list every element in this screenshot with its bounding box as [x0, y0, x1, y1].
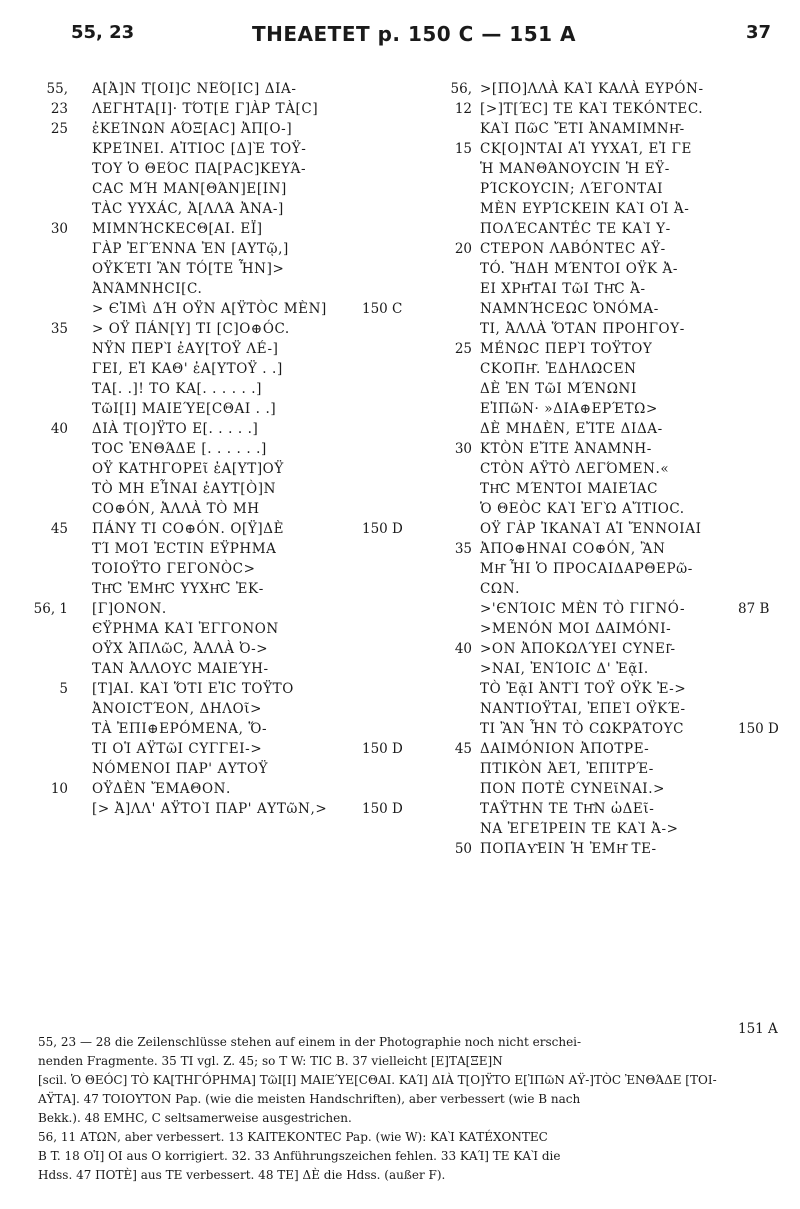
critical-apparatus	[38, 1033, 768, 1185]
left-text-line: ΔΙÀ Τ[Ο]ΫΤΟ Ε[. . . . .]	[92, 421, 259, 437]
right-text-line: ΜÉΝΩC ΠΕΡῚ ΤΟΫΤΟΥ	[480, 341, 653, 357]
right-text-line: ἈΠΟ⊕ΗΝΑΙ CΟ⊕ÓΝ, ἊΝ	[480, 541, 666, 557]
right-text-line: ΚΑῚ ΠῶC ἜΤΙ ἈΝΑΜΙΜΝΗ͂-	[480, 121, 685, 137]
header-fragment-ref: 55, 23	[71, 22, 135, 43]
left-text-line: ΤΊ ΜΟΊ ἘCΤΙΝ ΕΫΡΗΜΑ	[92, 541, 277, 557]
right-text-line: ΚΤÒΝ ΕἼΤΕ ἈΝΑΜΝΗ-	[480, 441, 652, 457]
left-text-line: ΟΫΧ ἉΠΛῶC, ἈΛΛÀ Ὀ->	[92, 641, 269, 657]
right-text-line: ΜΗ͂ ἮΙ Ὁ ΠΡΟCΑΙΔΑΡΘΕΡῶ-	[480, 561, 693, 577]
apparatus-line: [scil. Ὁ ΘΕÓC] ΤÒ ΚΑ[ΤΗΓÓΡΗΜΑ] ΤῶΙ[Ι] ΜΑΙΕΎΕ[CΘΑΙ. ΚΑΊ] ΔΙÀ Τ[Ο]ΫΤΟ Ε[ἸΠῶΝ ΑΫ-]ΤÒC ἘΝΘΆΔΕ [ΤΟΙ-	[38, 1073, 717, 1087]
right-text-line: ΕΙ ΧΡΗ͂ΤΑΙ ΤῶΙ ΤΗ͂C Ἀ-	[480, 281, 646, 297]
left-text-line: ЄΫΡΗΜΑ ΚΑῚ ἘΓΓΟΝΟΝ	[92, 621, 279, 637]
left-text-line: ΤΗ͂C ἘΜΗ͂C ΥΥΧΗ͂C ἘΚ-	[92, 581, 264, 597]
right-text-line: >'ЄΝΊΟΙC ΜÈΝ ΤÒ ΓΙΓΝÓ-	[480, 601, 686, 617]
left-text-line: ΓΕΙ, ΕἸ ΚΑΘ' ἐΑ[ΥΤΟΫ . .]	[92, 361, 283, 377]
left-text-line: CΑC ΜΉ ΜΑΝ[ΘΆΝ]Ε[ΙΝ]	[92, 181, 287, 197]
left-text-line: ΓÀΡ ἘΓΈΝΝΑ ἘΝ [ΑΥΤῷ,]	[92, 241, 289, 257]
left-line-number: 40	[50, 421, 68, 437]
right-text-line: ΔÈ ΜΗΔÈΝ, ΕἼΤΕ ΔΙΔΑ-	[480, 421, 663, 437]
right-line-number: 35	[454, 541, 472, 557]
left-text-line: ΝΫΝ ΠΕΡῚ ἐΑΥ[ΤΟΫ ΛÉ-]	[92, 341, 279, 357]
left-line-number: 25	[50, 121, 68, 137]
left-text-line: [Τ]ΑΙ. ΚΑῚ ὍΤΙ ΕἸC ΤΟΫΤΟ	[92, 681, 294, 697]
right-text-line: ΠΤΙΚÒΝ ἈΕΊ, ἘΠΙΤΡΈ-	[480, 761, 654, 777]
left-text-line: ΟΫΚΈΤΙ ἊΝ ΤÓ[ΤΕ ἮΝ]>	[92, 261, 285, 277]
left-text-line: ΟΫΔÈΝ ἜΜΑΘΟΝ.	[92, 781, 231, 797]
left-text-line: ΤÒ ΜΗ ΕἾΝΑΙ ἐΑΥΤ[Ò]Ν	[92, 481, 277, 497]
left-line-number: 35	[50, 321, 68, 337]
left-text-line: ΤΑΝ ἈΛΛΟΥC ΜΑΙΕΎΗ-	[92, 661, 269, 677]
right-line-number: 30	[454, 441, 472, 457]
right-text-line: >ΝΑΙ, ἘΝΊΟΙC Δ' ἘᾷΙ.	[480, 661, 649, 677]
right-text-line: ΜÈΝ ΕΥΡΊCΚΕΙΝ ΚΑῚ ΟἹ Ἀ-	[480, 201, 690, 217]
left-text-line: > ΟΫ ΠÁΝ[Υ] ΤΙ [C]Ο⊕ÓC.	[92, 321, 290, 337]
left-text-line: ΤÀC ΥΥΧÁC, Ἀ[ΛΛΆ ἈΝΑ-]	[92, 201, 284, 217]
apparatus-line: B T. 18 ΟἹ] ΟΙ aus Ο korrigiert. 32. 33 Anführungszeichen fehlen. 33 ΚΑΊ] ΤΕ ΚΑῚ die	[38, 1149, 561, 1163]
right-text-line: CΚ[Ο]ΝΤΑΙ ΑἹ ΥΥΧΑΊ, ΕἸ ΓΕ	[480, 141, 692, 157]
right-text-line: >[ΠΟ]ΛΛÀ ΚΑῚ ΚΑΛÀ ΕΥΡÓΝ-	[480, 81, 704, 97]
page-title: THEAETET p. 150 C — 151 A	[252, 22, 576, 46]
right-text-line: ΤÓ. ἬΔΗ ΜΈΝΤΟΙ ΟΫΚ Ἀ-	[480, 261, 679, 277]
left-text-line: ΟΫ ΚΑΤΗΓΟΡΕῖ ἐΑ[ΥΤ]ΟΫ	[92, 461, 284, 477]
right-text-line: >ΜΕΝÓΝ ΜΟΙ ΔΑΙΜÓΝΙ-	[480, 621, 672, 637]
left-text-line: ΤῶΙ[Ι] ΜΑΙΕΎΕ[CΘΑΙ . .]	[92, 401, 277, 417]
stephanus-reference: 150 D	[362, 801, 403, 817]
right-text-line: ΝΑ ἘΓΕΊΡΕΙΝ ΤΕ ΚΑῚ Ἀ->	[480, 821, 679, 837]
left-text-line: ΠÁΝΥ ΤΙ CΟ⊕ÓΝ. Ο[Ϋ]ΔÈ	[92, 521, 285, 537]
page-number: 37	[746, 22, 772, 43]
left-text-line: ἐΚΕΊΝΩΝ ΑΌΞ[ΑC] ἈΠ[Ο-]	[92, 121, 293, 137]
left-text-line: ΤÀ ἘΠΙ⊕ΕΡÓΜΕΝΑ, Ὅ-	[92, 721, 268, 737]
right-text-line: ΤÒ ἘᾷΙ ἈΝΤῚ ΤΟΫ ΟΫΚ Ἐ->	[480, 681, 687, 697]
left-text-line: ΤΑ[. .]! ΤΟ ΚΑ[. . . . . .]	[92, 381, 263, 397]
right-text-line: ΠΟΝ ΠΟΤÈ CΥΝΕῖΝΑΙ.>	[480, 781, 666, 797]
left-text-line: CΟ⊕ÓΝ, ἈΛΛÀ ΤÒ ΜΗ	[92, 501, 260, 517]
right-line-number: 56, 12	[450, 81, 472, 117]
right-text-line: ΔΑΙΜÓΝΙΟΝ ἈΠΟΤΡΕ-	[480, 741, 650, 757]
left-text-line: > ЄἸΜὶ ΔΉ ΟΫΝ Α[ΫΤÒC ΜÈΝ]	[92, 301, 327, 317]
apparatus-line: ΑΫΤΑ]. 47 ΤΟΙΟΥΤΟΝ Pap. (wie die meisten Handschriften), aber verbessert (wie B nach	[38, 1092, 581, 1106]
right-text-line: Ὁ ΘΕÒC ΚΑῚ ἘΓῺ ΑἼΤΙΟC.	[480, 501, 685, 517]
stephanus-reference: 151 A	[738, 1021, 778, 1037]
right-text-line: ΡΊCΚΟΥCΙΝ; ΛΈΓΟΝΤΑΙ	[480, 181, 664, 197]
right-line-number: 15	[454, 141, 472, 157]
left-line-number: 5	[59, 681, 68, 697]
apparatus-line: 56, 11 ΑΤΩΝ, aber verbessert. 13 ΚΑΙΤΕΚΟΝΤΕC Pap. (wie W): ΚΑῚ ΚΑΤÉΧΟΝΤΕC	[38, 1130, 548, 1144]
right-text-line: [>]Τ[ΈC] ΤΕ ΚΑῚ ΤΕΚÓΝΤΕC.	[480, 101, 704, 117]
right-text-line: Ἡ ΜΑΝΘΆΝΟΥCΙΝ Ἡ ΕΫ-	[480, 161, 670, 177]
right-text-line: ΠΟΛΈCΑΝΤÉC ΤΕ ΚΑῚ Υ-	[480, 221, 671, 237]
stephanus-reference: 150 D	[738, 721, 779, 737]
left-line-number: 30	[50, 221, 68, 237]
left-text-line: [Γ]ΟΝΟΝ.	[92, 601, 167, 617]
left-text-line: [> Ἀ]ΛΛ' ΑΫΤΟῚ ΠΑΡ' ΑΥΤῶΝ,>	[92, 801, 328, 817]
left-text-line: ἈΝΆΜΝΗCΙ[C.	[92, 281, 203, 297]
left-text-line: ΜΙΜΝΉCΚΕCΘ[ΑΙ. ΕΪ]	[92, 221, 263, 237]
left-text-line: ΝÓΜΕΝΟΙ ΠΑΡ' ΑΥΤΟΫ	[92, 761, 269, 777]
left-text-line: Α[Ἀ]Ν Τ[ΟΙ]C ΝΕΌ[ΙC] ΔΙΑ-	[92, 81, 297, 97]
left-text-line: ΛΕΓΗΤΑ[Ι]· ΤΌΤ[Ε Γ]ÀΡ ΤÀ[C]	[92, 101, 319, 117]
right-text-line: >ΟΝ ἈΠΟΚΩΛΎΕΙ CΥΝΕΙ͂-	[480, 641, 676, 657]
right-text-line: CΩΝ.	[480, 581, 521, 597]
stephanus-reference: 150 C	[362, 301, 403, 317]
right-text-line: ΤΙ ἊΝ ἮΝ ΤÒ CΩΚΡΆΤΟΥC	[480, 721, 685, 737]
right-text-line: CΤÒΝ ΑΫΤÒ ΛΕΓΌΜΕΝ.«	[480, 461, 670, 477]
right-text-line: ΤΙ, ἈΛΛÀ ὍΤΑΝ ΠΡΟΗΓΟΥ-	[480, 321, 685, 337]
right-text-line: CΤΕΡΟΝ ΛΑΒÓΝΤΕC ΑΫ-	[480, 241, 666, 257]
apparatus-line: nenden Fragmente. 35 ΤΙ vgl. Z. 45; so T W: ΤΙC B. 37 vielleicht [Ε]ΤΑ[ΞΕ]Ν	[38, 1054, 503, 1068]
right-line-number: 50	[454, 841, 472, 857]
right-line-number: 20	[454, 241, 472, 257]
right-text-line: ΠΟΠΑΥ͂ΕΙΝ Ἡ ἘΜΗ͂ ΤΕ-	[480, 841, 657, 857]
right-text-line: ΕἸΠῶΝ· »ΔΙΑ⊕ΕΡΈΤΩ>	[480, 401, 658, 417]
apparatus-line: Bekk.). 48 ΕΜΗC, C seltsamerweise ausgestrichen.	[38, 1111, 352, 1125]
apparatus-line: Hdss. 47 ΠΟΤÈ] aus ΤΕ verbessert. 48 ΤΕ] ΔÈ die Hdss. (außer F).	[38, 1168, 446, 1182]
left-text-line: ΤΟΙΟΫΤΟ ΓΕΓΟΝÒC>	[92, 561, 256, 577]
right-text-line: ΝΑΜΝΉCΕΩC ὈΝÓΜΑ-	[480, 301, 659, 317]
left-text-line: ΚΡΕΊΝΕΙ. ΑἸΤΙΟC [Δ]Ὲ ΤΟΫ-	[92, 141, 307, 157]
stephanus-reference: 150 D	[362, 521, 403, 537]
right-text-line: ΝΑΝΤΙΟΫΤΑΙ, ἘΠΕῚ ΟΫΚΈ-	[480, 701, 686, 717]
right-line-number: 25	[454, 341, 472, 357]
right-text-line: ΤΑΫΤΗΝ ΤΕ ΤΗ͂Ν ὠΔΕῖ-	[480, 801, 655, 817]
left-line-number: 45	[50, 521, 68, 537]
right-text-line: ΔÈ ἘΝ ΤῶΙ ΜΈΝΩΝΙ	[480, 381, 637, 397]
right-line-number: 40	[454, 641, 472, 657]
left-line-number: 56, 1	[33, 601, 68, 617]
right-text-line: ΤΗ͂C ΜΈΝΤΟΙ ΜΑΙΕΊΑC	[480, 481, 659, 497]
right-text-line: CΚΟΠΗ͂. ἘΔΗΛΩCΕΝ	[480, 361, 637, 377]
apparatus-line: 55, 23 — 28 die Zeilenschlüsse stehen auf einem in der Photographie noch nicht erschei-	[38, 1035, 582, 1049]
stephanus-reference: 87 B	[738, 601, 770, 617]
left-line-number: 55, 23	[46, 81, 68, 117]
left-text-line: ἈΝΟΙCΤΈΟΝ, ΔΗΛΟῖ>	[92, 701, 263, 717]
right-text-line: ΟΫ ΓÀΡ ἸΚΑΝΑῚ ΑἹ ἜΝΝΟΙΑΙ	[480, 521, 702, 537]
stephanus-reference: 150 D	[362, 741, 403, 757]
left-text-line: ΤΟC ἘΝΘΆΔΕ [. . . . . .]	[92, 441, 267, 457]
left-text-line: ΤΟΥ Ὁ ΘΕΌC ΠΑ[ΡΑC]ΚΕΥΆ-	[92, 161, 307, 177]
left-line-number: 10	[50, 781, 68, 797]
right-line-number: 45	[454, 741, 472, 757]
left-text-line: ΤΙ ΟἹ ΑΫΤῶΙ CΥΓΓΕΙ->	[92, 741, 263, 757]
